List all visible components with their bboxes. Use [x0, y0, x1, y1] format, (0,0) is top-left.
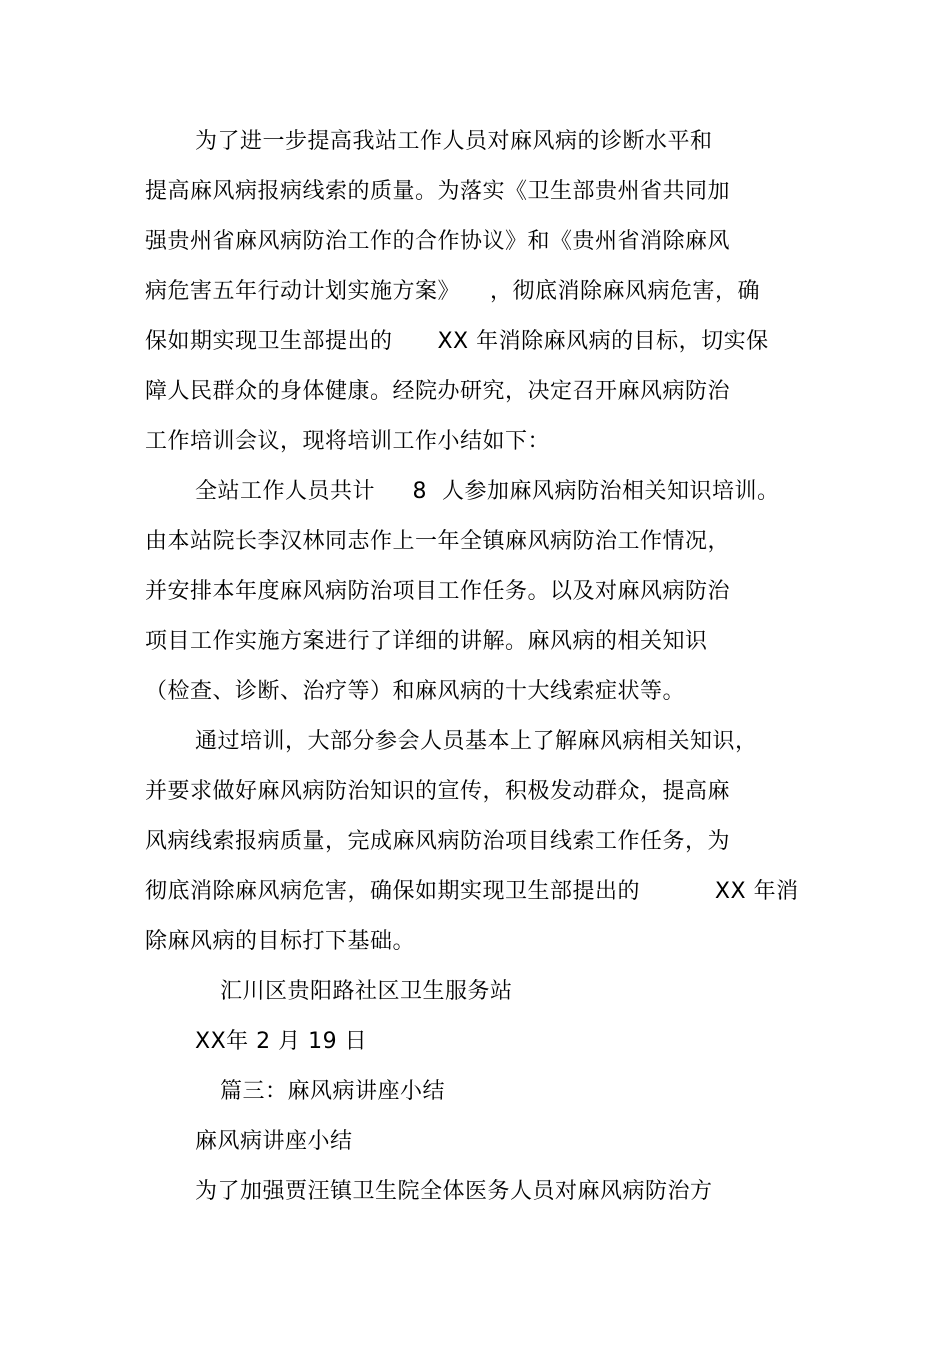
organization-name: 汇川区贵阳路社区卫生服务站 — [220, 979, 513, 1004]
text-line: 为了加强贾汪镇卫生院全体医务人员对麻风病防治方 — [195, 1179, 713, 1204]
text-line: 除麻风病的目标打下基础。 — [145, 929, 416, 954]
text-line: 由本站院长李汉林同志作上一年全镇麻风病防治工作情况， — [145, 529, 731, 554]
text-line: （检查、诊断、治疗等）和麻风病的十大线索症状等。 — [145, 679, 686, 704]
text-line: 为了进一步提高我站工作人员对麻风病的诊断水平和 — [195, 129, 713, 154]
text-line: 并要求做好麻风病防治知识的宣传，积极发动群众，提高麻 — [145, 779, 731, 804]
text-line: 彻底消除麻风病危害，确保如期实现卫生部提出的 XX 年消 — [145, 879, 799, 904]
text-line: 风病线索报病质量，完成麻风病防治项目线索工作任务，为 — [145, 829, 731, 854]
article-title: 麻风病讲座小结 — [195, 1129, 353, 1154]
text-line: 病危害五年行动计划实施方案》 ，彻底消除麻风病危害，确 — [145, 279, 760, 304]
text-line: 工作培训会议，现将培训工作小结如下： — [145, 429, 551, 454]
text-line: 强贵州省麻风病防治工作的合作协议》和《贵州省消除麻风 — [145, 229, 731, 254]
text-line: 保如期实现卫生部提出的 XX 年消除麻风病的目标，切实保 — [145, 329, 769, 354]
section-heading: 篇三：麻风病讲座小结 — [220, 1079, 446, 1104]
text-line: 通过培训，大部分参会人员基本上了解麻风病相关知识， — [195, 729, 758, 754]
text-line: 全站工作人员共计 8 人参加麻风病防治相关知识培训。 — [195, 479, 780, 504]
text-line: 障人民群众的身体健康。经院办研究，决定召开麻风病防治 — [145, 379, 731, 404]
text-line: 项目工作实施方案进行了详细的讲解。麻风病的相关知识 — [145, 629, 708, 654]
text-line: 提高麻风病报病线索的质量。为落实《卫生部贵州省共同加 — [145, 179, 731, 204]
document-date: XX年 2 月 19 日 — [195, 1029, 368, 1054]
text-line: 并安排本年度麻风病防治项目工作任务。以及对麻风病防治 — [145, 579, 731, 604]
